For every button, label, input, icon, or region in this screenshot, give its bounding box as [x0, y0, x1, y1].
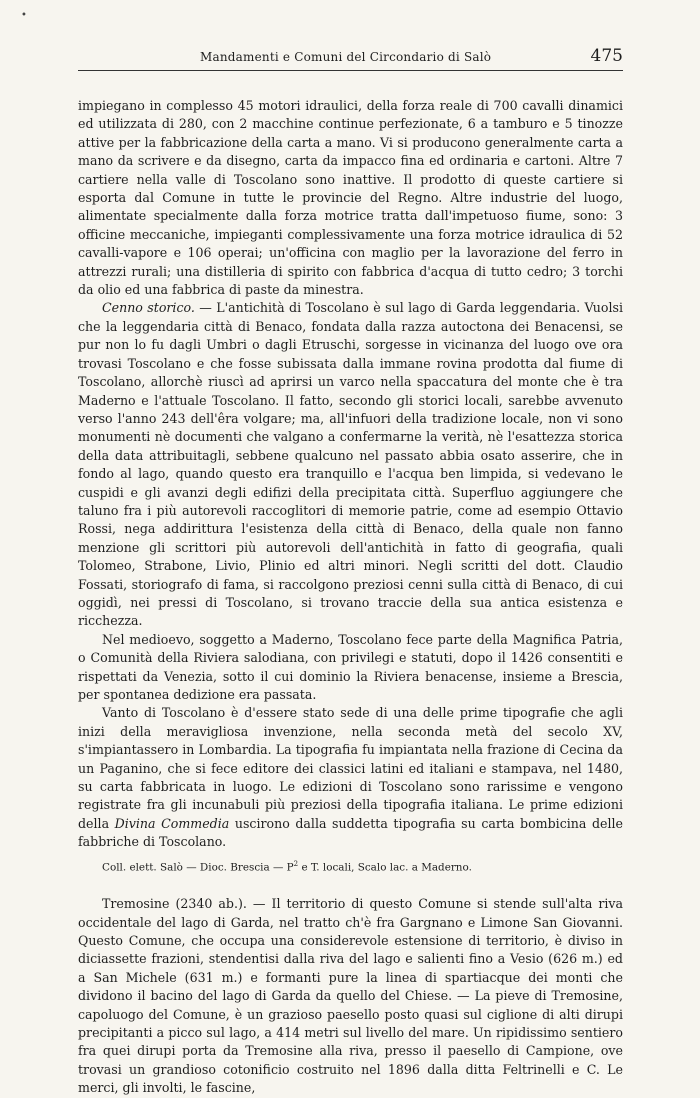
running-title: Mandamenti e Comuni del Circondario di Salò [200, 50, 492, 64]
page-body [78, 97, 623, 1098]
paragraph-tremosine [78, 895, 623, 1097]
note-text-a: Coll. elett. Salò — Dioc. Brescia — P [102, 861, 294, 874]
paragraph-tremosine-text: (2340 ab.). — Il territorio di questo Comune si stende sull'alta riva occidentale del lago di Garda, nel tratto ch'è fra Gargnano e Limone San Giovanni. Questo Comune, che occupa una considerevole estensione di territorio, è diviso in diciassette frazioni, stendentisi dalla riva del lago e salienti fino a Vesio (626 m.) ed a San Michele (631 m.) e formanti pure la linea di spartiacque dei monti che dividono il bacino del lago di Garda da quello del Chiese. — La pieve di Tremosine, capoluogo del Comune, è un grazioso paesello posto quasi sul ciglione di alti dirupi precipitanti a picco sul lago, a 414 metri sul livello del mare. Un ripidissimo sentiero fra quei dirupi porta da Tremosine alla riva, presso il paesello di Campione, ove trovasi un grandioso cotonificio costruito nel 1896 dalla ditta Feltrinelli e C. Le merci, gli involti, le fascine, [78, 896, 623, 1096]
page-number: 475 [590, 46, 623, 66]
paragraph-industries-text: impiegano in complesso 45 motori idraulici, della forza reale di 700 cavalli dinamici ed utilizzata di 280, con 2 macchine continue perfezionate, 6 a tamburo e 5 tinozze attive per la fabbricazione della carta a mano. Vi si producono generalmente carta a mano da scrivere e da disegno, carta da impacco fina ed ordinaria e cartoni. Altre 7 cartiere nella valle di Toscolano sono inattive. Il prodotto di queste cartiere si esporta dal Comune in tutte le provincie del Regno. Altre industrie del luogo, alimentate specialmente dalla forza motrice tratta dall'impetuoso fiume, sono: 3 officine meccaniche, impieganti complessivamente una forza motrice idraulica di 52 cavalli-vapore e 106 operai; un'officina con maglio per la lavorazione del ferro in attrezzi rurali; una distilleria di spirito con fabbrica d'acqua di tutto cedro; 3 torchi da olio ed una fabbrica di paste da minestra. [78, 98, 623, 298]
paragraph-history-text: — L'antichità di Toscolano è sul lago di Garda leggendaria. Vuolsi che la leggendaria città di Benaco, fondata dalla razza autoctona dei Benacensi, se pur non lo fu dagli Umbri o dagli Etruschi, sorgesse in vicinanza del luogo ove ora trovasi Toscolano e che fosse subissata dalla immane rovina prodotta dal fiume di Toscolano, allorchè riuscì ad aprirsi un varco nella spaccatura del monte che è tra Maderno e l'attuale Toscolano. Il fatto, secondo gli storici locali, sarebbe avvenuto verso l'anno 243 dell'êra volgare; ma, all'infuori della tradizione locale, non vi sono monumenti nè documenti che valgano a confermarne la verità, nè l'esattezza storica della data attribuitagli, sebbene qualcuno nel passato abbia osato asserire, che in fondo al lago, quando questo era tranquillo e l'acqua ben limpida, si vedevano le cuspidi e gli avanzi degli edifizi della precipitata città. Superfluo aggiungere che taluno fra i più autorevoli raccoglitori di memorie patrie, come ad esempio Ottavio Rossi, nega addirittura l'esistenza della città di Benaco, della quale non fanno menzione gli scrittori più autorevoli dell'antichità in fatto di geografia, quali Tolomeo, Strabone, Livio, Plinio ed altri minori. Negli scritti del dott. Claudio Fossati, storiografo di fama, si raccolgono preziosi cenni sulla città di Benaco, di cui oggidì, nei pressi di Toscolano, si trovano traccie della sua antica esistenza e ricchezza. [78, 300, 624, 629]
paragraph-industries [78, 97, 623, 299]
note-superscript: 2 [293, 859, 299, 868]
paragraph-medieval [78, 631, 623, 705]
page-mark: • [21, 10, 27, 21]
running-header [78, 46, 623, 71]
section-gap [78, 875, 623, 895]
section-lead-cenno-storico: Cenno storico. [102, 300, 195, 316]
title-divina-commedia: Divina Commedia [114, 815, 230, 831]
paragraph-medieval-text: Nel medioevo, soggetto a Maderno, Toscolano fece parte della Magnifica Patria, o Comunità della Riviera salodiana, con privilegi e statuti, dopo il 1426 consentiti e rispettati da Venezia, sotto il cui dominio la Riviera benacense, insieme a Brescia, per spontanea dedizione era passata. [78, 631, 623, 702]
paragraph-printing-text-a: Vanto di Toscolano è d'essere stato sede di una delle prime tipografie che agli inizi della meravigliosa invenzione, nella seconda metà del secolo XV, s'impiantassero in Lombardia. La tipografia fu impiantata nella frazione di Cecina da un Paganino, che si fece editore dei classici latini ed italiani e stampava, nel 1480, su carta fabbricata in luogo. Le edizioni di Toscolano sono rarissime e vengono registrate fra gli incunabuli più preziosi della tipografia italiana. Le prime edizioni della [78, 705, 623, 831]
page [78, 46, 623, 1098]
administrative-note [78, 856, 623, 875]
paragraph-printing-text-b: uscirono dalla suddetta tipografia su carta bombicina delle fabbriche di Toscolano. [78, 815, 623, 850]
note-text-b: e T. locali, Scalo lac. a Maderno. [298, 861, 472, 874]
paragraph-history [78, 299, 623, 630]
paragraph-printing [78, 704, 623, 851]
section-lead-tremosine: Tremosine [102, 896, 170, 912]
